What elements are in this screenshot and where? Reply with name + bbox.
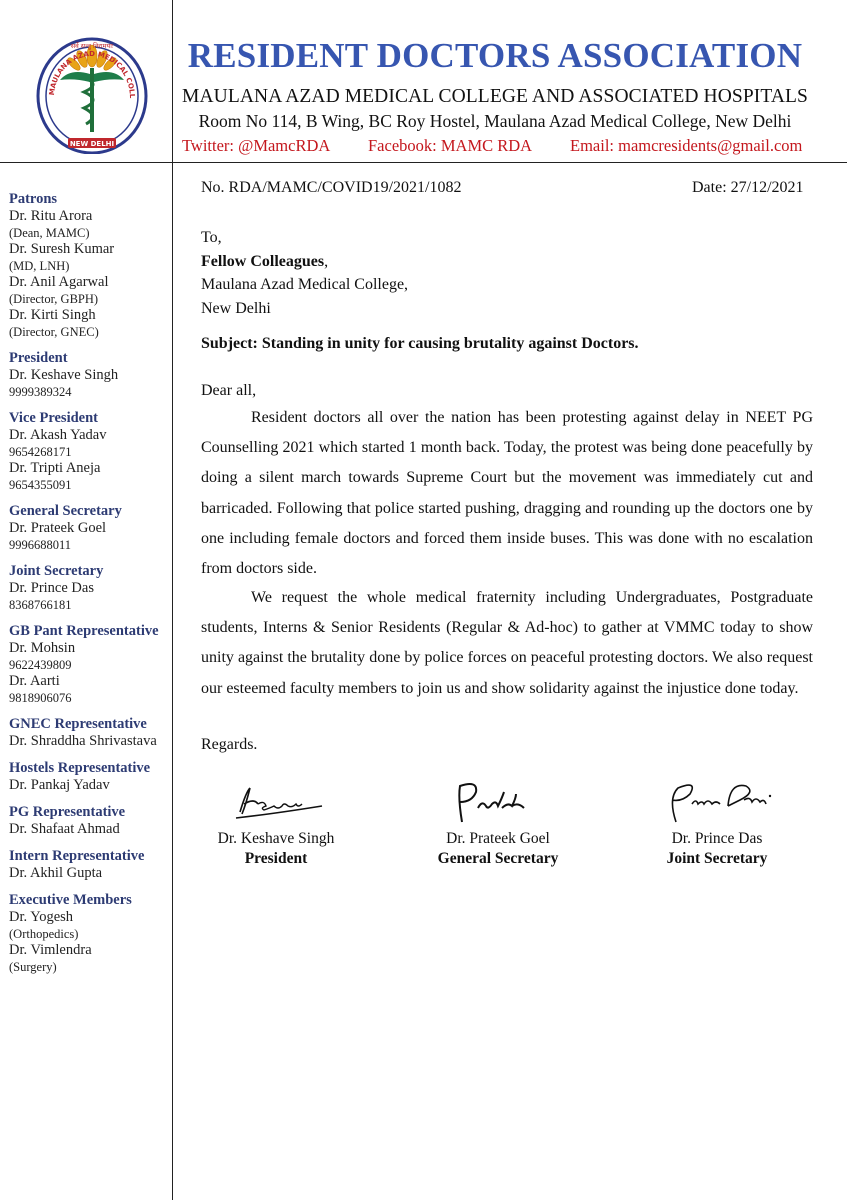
sidebar-group-title: President xyxy=(9,350,68,366)
sidebar-member-name: Dr. Tripti Aneja xyxy=(9,460,101,476)
sidebar-member-note: 9996688011 xyxy=(9,538,72,552)
sidebar-member-name: Dr. Kirti Singh xyxy=(9,307,96,323)
sidebar-group-title: Joint Secretary xyxy=(9,563,104,579)
signatory-name-3: Dr. Prince Das xyxy=(671,830,763,847)
sidebar-group xyxy=(9,759,169,794)
sidebar-group-title: Intern Representative xyxy=(9,848,145,864)
signature-prateek xyxy=(452,778,532,826)
sidebar-member-name: Dr. Aarti xyxy=(9,673,60,689)
letter-date: Date: 27/12/2021 xyxy=(692,179,804,196)
sidebar-member-note: 9818906076 xyxy=(9,691,72,705)
sidebar-member-name: Dr. Shafaat Ahmad xyxy=(9,821,120,837)
sidebar-group xyxy=(9,715,169,750)
sidebar-member-name: Dr. Pankaj Yadav xyxy=(9,777,110,793)
sidebar-member-name: Dr. Prince Das xyxy=(9,580,94,596)
sidebar-member-note: 9622439809 xyxy=(9,658,72,672)
sidebar-member-note: (Director, GNEC) xyxy=(9,325,99,339)
sidebar-member-name: Dr. Ritu Arora xyxy=(9,208,93,224)
sidebar-group-title: PG Representative xyxy=(9,804,126,820)
sidebar-group xyxy=(9,349,169,400)
header-divider xyxy=(0,162,847,163)
sidebar-member-note: (Orthopedics) xyxy=(9,927,79,941)
sidebar-group-title: Hostels Representative xyxy=(9,760,151,776)
recipient-block xyxy=(201,226,408,320)
signatory-name-2: Dr. Prateek Goel xyxy=(446,830,550,847)
org-subtitle: MAULANA AZAD MEDICAL COLLEGE AND ASSOCIATED HOSPITALS xyxy=(182,86,808,107)
recipient-line: Fellow Colleagues, xyxy=(201,252,329,270)
sidebar-group xyxy=(9,190,169,340)
logo-ring-text: MAULANA AZAD MEDICAL COLL xyxy=(47,49,137,99)
sidebar-group-title: General Secretary xyxy=(9,503,122,519)
sidebar-group-title: Executive Members xyxy=(9,892,132,908)
sidebar-member-note: (Dean, MAMC) xyxy=(9,226,90,240)
sidebar-group-title: GNEC Representative xyxy=(9,716,147,732)
sidebar-member-note: 9999389324 xyxy=(9,385,72,399)
sidebar-member-note: 9654268171 xyxy=(9,445,72,459)
sidebar-group-title: Patrons xyxy=(9,191,58,207)
sidebar-member-name: Dr. Vimlendra xyxy=(9,942,92,958)
vertical-divider xyxy=(172,0,173,1200)
sidebar-group xyxy=(9,803,169,838)
sidebar-group xyxy=(9,502,169,553)
sidebar-member-name: Dr. Shraddha Shrivastava xyxy=(9,733,157,749)
signatory-role-2: General Secretary xyxy=(437,850,559,867)
body-paragraph-1: Resident doctors all over the nation has been protesting against delay in NEET PG Counselling 2021 which started 1 month back. Today, the protest was being done peacefully by doing a silent march towards Supreme Court but the movement was immediately cut and barricaded. Following that police started pushing, dragging and rounding up the doctors one by one including female doctors and forced them inside buses. This was done with no escalation from doctors side. xyxy=(201,409,813,578)
sidebar-group xyxy=(9,891,169,975)
recipient-institution: Maulana Azad Medical College, xyxy=(201,276,409,293)
reference-number: No. RDA/MAMC/COVID19/2021/1082 xyxy=(201,179,462,196)
sidebar-member-note: 9654355091 xyxy=(9,478,72,492)
sidebar-group xyxy=(9,562,169,613)
sidebar-member-name: Dr. Suresh Kumar xyxy=(9,241,115,257)
sidebar-member-name: Dr. Akash Yadav xyxy=(9,427,107,443)
sidebar-group xyxy=(9,622,169,706)
sidebar-group-title: Vice President xyxy=(9,410,98,426)
signatory-role-1: President xyxy=(244,850,308,867)
to-line: To, xyxy=(201,229,222,246)
signature-prince xyxy=(658,776,778,828)
subject-line: Subject: Standing in unity for causing brutality against Doctors. xyxy=(201,335,639,352)
sidebar-group xyxy=(9,409,169,493)
facebook-page[interactable]: Facebook: MAMC RDA xyxy=(368,136,533,155)
signatory-name-1: Dr. Keshave Singh xyxy=(217,830,335,847)
sidebar-member-name: Dr. Mohsin xyxy=(9,640,76,656)
college-logo xyxy=(34,34,150,154)
signatory-role-3: Joint Secretary xyxy=(666,850,768,867)
sidebar-member-note: (Director, GBPH) xyxy=(9,292,99,306)
sidebar-group xyxy=(9,847,169,882)
sidebar-member-name: Dr. Prateek Goel xyxy=(9,520,107,536)
committee-sidebar xyxy=(9,190,169,984)
twitter-handle[interactable]: Twitter: @MamcRDA xyxy=(182,136,331,155)
body-paragraph-2: We request the whole medical fraternity including Undergraduates, Postgraduate students, Interns & Senior Residents (Regular & Ad-hoc) to gather at VMMC today to show unity against the brutality done by police forces on peaceful protesting doctors. We also request our esteemed faculty members to join us and show solidarity against the injustice done today. xyxy=(201,589,813,697)
sidebar-group-title: GB Pant Representative xyxy=(9,623,159,639)
logo-hindi-text: सर्वे सन्तु निरामयाः xyxy=(70,42,114,50)
signature-keshave xyxy=(232,782,332,824)
sidebar-member-name: Dr. Akhil Gupta xyxy=(9,865,103,881)
recipient-city: New Delhi xyxy=(201,299,271,317)
sidebar-member-name: Dr. Yogesh xyxy=(9,909,74,925)
sidebar-member-note: 8368766181 xyxy=(9,598,72,612)
sidebar-member-name: Dr. Anil Agarwal xyxy=(9,274,109,290)
logo-banner-text: NEW DELHI xyxy=(69,140,115,148)
sidebar-member-note: (Surgery) xyxy=(9,960,57,974)
sidebar-member-name: Dr. Keshave Singh xyxy=(9,367,119,383)
email-address[interactable]: Email: mamcresidents@gmail.com xyxy=(570,136,803,155)
closing: Regards. xyxy=(201,736,258,753)
salutation: Dear all, xyxy=(201,382,257,399)
org-title: RESIDENT DOCTORS ASSOCIATION xyxy=(187,36,803,75)
org-address: Room No 114, B Wing, BC Roy Hostel, Maulana Azad Medical College, New Delhi xyxy=(198,111,792,131)
sidebar-member-note: (MD, LNH) xyxy=(9,259,70,273)
